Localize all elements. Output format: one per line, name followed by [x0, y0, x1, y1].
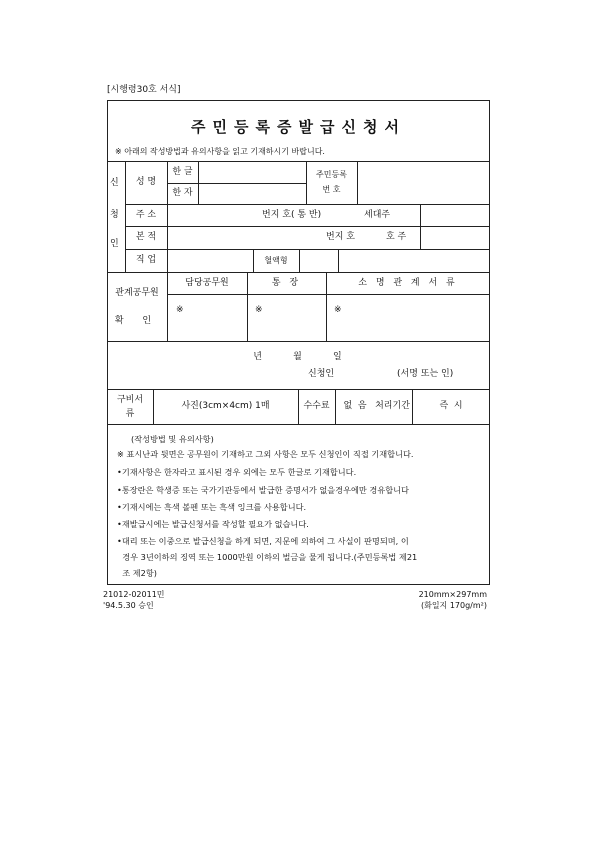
note-item: ※ 표시난과 뒷면은 공무원이 기재하고 그외 사항은 모두 신청인이 직접 기재합니다.: [117, 449, 414, 459]
footer-paper: (화일지 170g/m²): [420, 601, 487, 610]
address-field[interactable]: [168, 205, 354, 225]
note-item: 경우 3년이하의 징역 또는 1000만원 이하의 벌금을 물게 됩니다.(주민등록법 제21: [117, 552, 418, 562]
resident-no-label-2: 번 호: [322, 185, 341, 194]
family-head-label: 호 주: [386, 232, 407, 242]
blood-type-label: 혈액형: [264, 256, 288, 265]
occupation-label: 직 업: [135, 255, 157, 265]
documents-column-header: 소 명 관 계 서 류: [358, 278, 458, 288]
note-item: 조 제2항): [117, 568, 157, 578]
chief-column-header: 통 장: [271, 278, 302, 288]
note-item: •기재사항은 한자라고 표시된 경우 외에는 모두 한글로 기재합니다.: [117, 467, 357, 477]
documents-mark: ※: [334, 305, 342, 315]
household-head-label: 세대주: [364, 210, 391, 220]
note-item: •대리 또는 이중으로 발급신청을 하게 되면, 지문에 의하여 그 사실이 판명되며, 이: [117, 536, 409, 546]
footer-code: 21012-02011민: [103, 590, 165, 599]
note-item: •통장란은 학생증 또는 국가기관등에서 발급한 증명서가 없을경우에만 경유합니다: [117, 485, 409, 495]
applicant-label-1: 신: [110, 178, 119, 188]
officer-mark: ※: [176, 305, 184, 315]
signature-label: (서명 또는 인): [397, 369, 454, 379]
docs-label-2: 류: [125, 409, 135, 419]
verification-label: 관계공무원: [115, 288, 159, 298]
resident-no-field[interactable]: [358, 162, 489, 203]
address-label: 주 소: [135, 210, 157, 220]
occupation-field[interactable]: [168, 250, 252, 271]
name-label: 성 명: [135, 177, 157, 187]
origin-label: 본 적: [135, 232, 157, 242]
hanja-label: 한 자: [172, 188, 193, 198]
notes-header: (작성방법 및 유의사항): [131, 434, 214, 444]
blood-type-field[interactable]: [300, 250, 337, 271]
footer-approval: '94.5.30 승인: [103, 601, 154, 610]
korean-label: 한 글: [172, 167, 193, 177]
household-head-field[interactable]: [421, 205, 489, 225]
officer-column-header: 담당공무원: [185, 278, 229, 288]
period-value: 즉 시: [439, 401, 463, 411]
origin-field[interactable]: [168, 227, 354, 248]
fee-label: 수수료: [303, 401, 330, 411]
date-line: 년 월 일: [253, 352, 344, 362]
origin-template: 번지 호: [326, 232, 355, 242]
instruction-text: ※ 아래의 작성방법과 유의사항을 읽고 기재하시기 바랍니다.: [115, 147, 325, 156]
period-label: 처리기간: [375, 401, 410, 411]
note-item: •기재시에는 흑색 볼펜 또는 흑색 잉크를 사용합니다.: [117, 502, 307, 512]
applicant-label-2: 청: [110, 210, 119, 220]
chief-mark: ※: [255, 305, 263, 315]
applicant-sign-label: 신청인: [308, 369, 335, 379]
form-number: [시행령30호 서식]: [107, 85, 181, 95]
family-head-field[interactable]: [421, 227, 489, 248]
docs-value: 사진(3cm×4cm) 1매: [181, 401, 270, 411]
footer-size: 210mm×297mm: [418, 590, 487, 599]
verification-label-2: 확 인: [114, 316, 160, 326]
fee-value: 없 음: [343, 401, 367, 411]
page-title: 주민등록증발급신청서: [191, 118, 406, 136]
applicant-label-3: 인: [110, 239, 119, 249]
name-korean-field[interactable]: [199, 162, 305, 182]
note-item: •재발급시에는 발급신청서를 작성할 필요가 없습니다.: [117, 519, 309, 529]
address-template: 번지 호( 통 반): [262, 210, 322, 220]
resident-no-label: 주민등록: [316, 170, 347, 179]
docs-label: 구비서: [116, 395, 144, 405]
name-hanja-field[interactable]: [199, 184, 305, 203]
